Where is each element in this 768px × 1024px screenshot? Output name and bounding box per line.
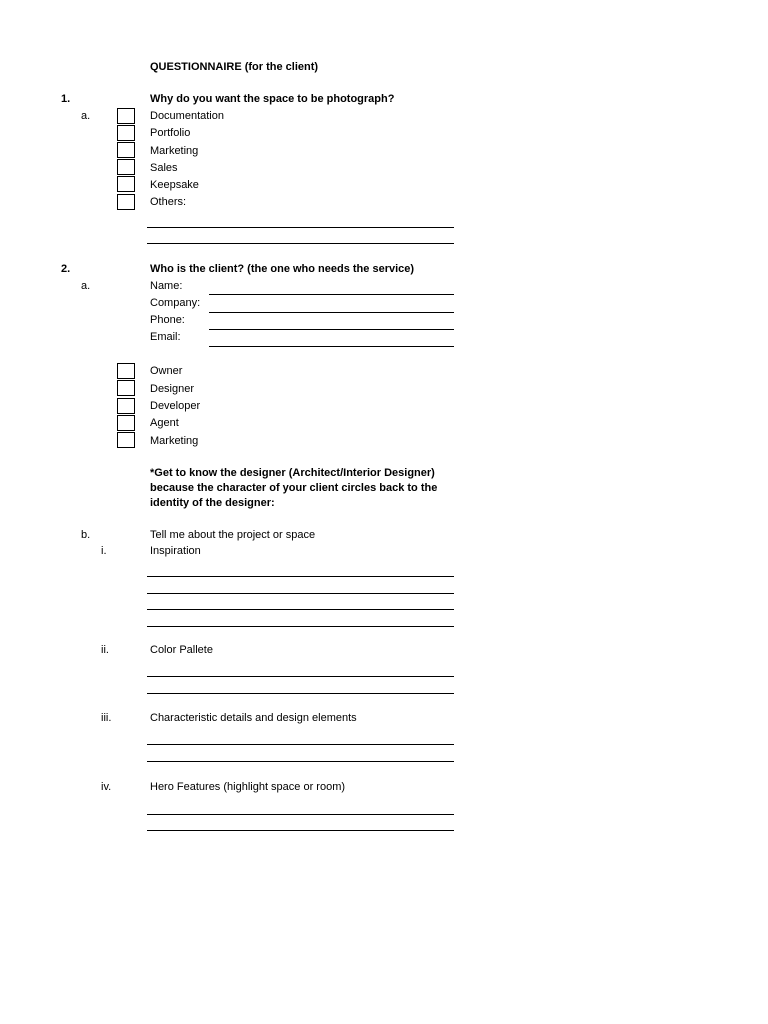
designer-note-line: *Get to know the designer (Architect/Interior Designer)	[150, 467, 435, 479]
q1-option-label: Marketing	[150, 145, 199, 157]
item-label: Inspiration	[150, 545, 201, 557]
inspiration-answer-line[interactable]	[147, 576, 454, 577]
hero-features-answer-line[interactable]	[147, 830, 454, 831]
q1-number: 1.	[61, 93, 71, 105]
q1-checkbox-marketing[interactable]	[117, 142, 135, 158]
q1-option-label: Keepsake	[150, 179, 199, 191]
q1-checkbox-portfolio[interactable]	[117, 125, 135, 141]
q2-number: 2.	[61, 263, 71, 275]
q2-field-label: Phone:	[150, 314, 185, 326]
q2-role-label: Agent	[150, 417, 179, 429]
item-number: iv.	[101, 781, 112, 793]
q2-question: Who is the client? (the one who needs the service)	[150, 263, 415, 275]
q1-checkbox-documentation[interactable]	[117, 108, 135, 124]
inspiration-answer-line[interactable]	[147, 593, 454, 594]
q1-question: Why do you want the space to be photograph?	[150, 93, 395, 105]
q1-others-answer-line[interactable]	[147, 243, 454, 244]
characteristic-details-answer-line[interactable]	[147, 761, 454, 762]
name-field[interactable]	[209, 294, 454, 295]
q2-field-label: Email:	[150, 331, 181, 343]
q1-checkbox-others[interactable]	[117, 194, 135, 210]
q2-role-label: Marketing	[150, 435, 199, 447]
item-label: Hero Features (highlight space or room)	[150, 781, 346, 793]
q2-role-label: Developer	[150, 400, 201, 412]
q2-field-label: Name:	[150, 280, 183, 292]
phone-field[interactable]	[209, 329, 454, 330]
hero-features-answer-line[interactable]	[147, 814, 454, 815]
q2-sub-b-text: Tell me about the project or space	[150, 529, 316, 541]
q1-option-label: Others:	[150, 196, 187, 208]
item-label: Color Pallete	[150, 644, 213, 656]
q2-role-label: Owner	[150, 365, 183, 377]
q1-option-label: Sales	[150, 162, 178, 174]
color-pallete-answer-line[interactable]	[147, 676, 454, 677]
characteristic-details-answer-line[interactable]	[147, 744, 454, 745]
q1-checkbox-keepsake[interactable]	[117, 176, 135, 192]
item-label: Characteristic details and design elements	[150, 712, 357, 724]
q1-others-answer-line[interactable]	[147, 227, 454, 228]
designer-note-line: because the character of your client circles back to the	[150, 482, 438, 494]
q2-sub-a-letter: a.	[81, 280, 91, 292]
item-number: iii.	[101, 712, 112, 724]
q2-role-label: Designer	[150, 383, 195, 395]
q1-sub-letter: a.	[81, 110, 91, 122]
email-field[interactable]	[209, 346, 454, 347]
q1-option-label: Portfolio	[150, 127, 191, 139]
q1-option-label: Documentation	[150, 110, 224, 122]
company-field[interactable]	[209, 312, 454, 313]
q2-checkbox-agent[interactable]	[117, 415, 135, 431]
q2-sub-b-letter: b.	[81, 529, 91, 541]
inspiration-answer-line[interactable]	[147, 626, 454, 627]
item-number: ii.	[101, 644, 109, 656]
q2-checkbox-marketing[interactable]	[117, 432, 135, 448]
designer-note-line: identity of the designer:	[150, 497, 275, 509]
q2-checkbox-designer[interactable]	[117, 380, 135, 396]
inspiration-answer-line[interactable]	[147, 609, 454, 610]
q1-checkbox-sales[interactable]	[117, 159, 135, 175]
q2-checkbox-developer[interactable]	[117, 398, 135, 414]
q2-checkbox-owner[interactable]	[117, 363, 135, 379]
page-title: QUESTIONNAIRE (for the client)	[150, 61, 319, 73]
item-number: i.	[101, 545, 107, 557]
q2-field-label: Company:	[150, 297, 201, 309]
color-pallete-answer-line[interactable]	[147, 693, 454, 694]
